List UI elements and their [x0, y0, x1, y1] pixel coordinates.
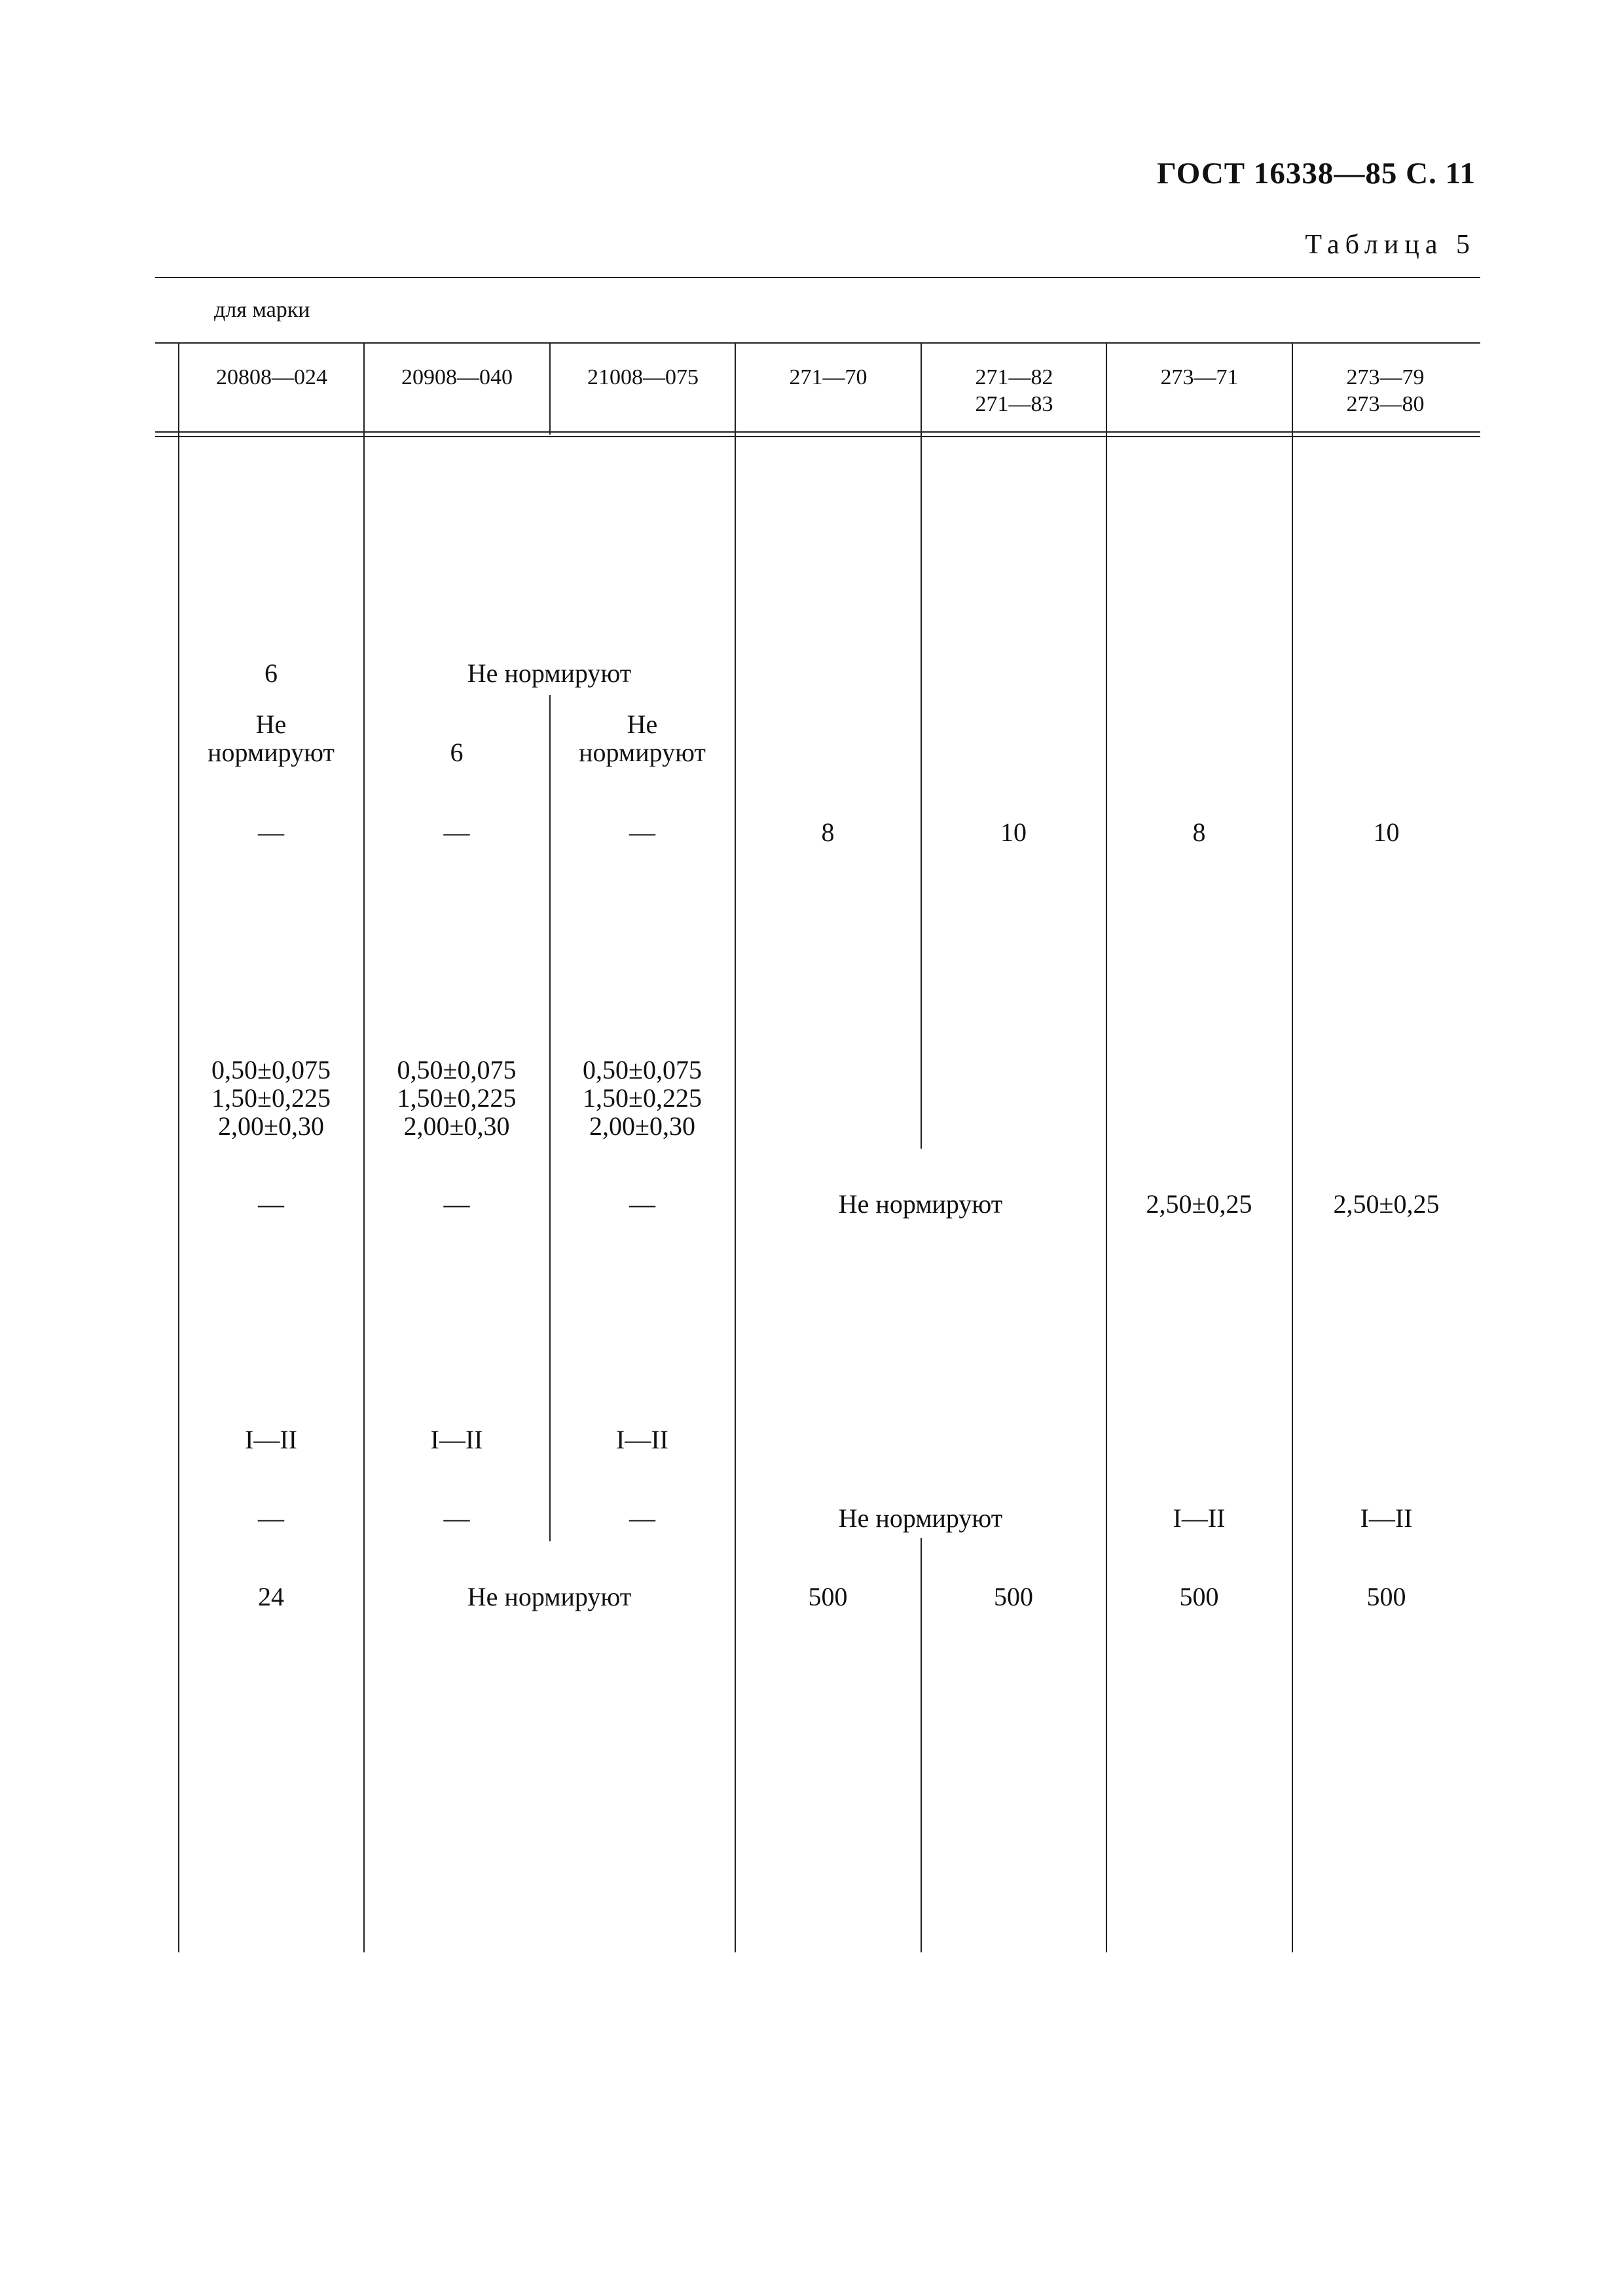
col-divider-4-top	[921, 342, 922, 1149]
column-header-4: 271—70	[789, 365, 867, 389]
table-cell: 0,50±0,075 1,50±0,225 2,00±0,30	[583, 1055, 702, 1141]
table-cell: 24	[258, 1582, 284, 1611]
table-cell: 10	[1373, 817, 1400, 847]
table-caption: для марки	[214, 298, 310, 322]
column-header-6: 273—71	[1160, 365, 1239, 389]
table-cell: —	[443, 817, 470, 847]
table-cell: 500	[1179, 1582, 1219, 1611]
header-double-rule-2	[155, 436, 1480, 437]
table-top-rule	[155, 277, 1480, 278]
column-header-1: 20808—024	[216, 365, 327, 389]
document-header: ГОСТ 16338—85 С. 11	[1156, 156, 1476, 190]
table-cell: Не нормируют	[838, 1503, 1003, 1533]
table-cell: —	[258, 1503, 284, 1533]
table-cell: I—II	[1360, 1503, 1413, 1533]
table-cell: 500	[994, 1582, 1033, 1611]
col-divider-5	[1106, 342, 1107, 1952]
column-header-3: 21008—075	[587, 365, 699, 389]
column-header-2: 20908—040	[401, 365, 513, 389]
table-cell: I—II	[245, 1425, 297, 1454]
table-cell: 0,50±0,075 1,50±0,225 2,00±0,30	[211, 1055, 331, 1141]
table-cell: —	[443, 1189, 470, 1219]
table-cell: —	[258, 1189, 284, 1219]
column-header-5: 271—82 271—83	[975, 365, 1053, 416]
table-cell: 500	[1366, 1582, 1406, 1611]
table-cell: 2,50±0,25	[1333, 1189, 1440, 1219]
caption-rule	[155, 342, 1480, 344]
table-cell: Не нормируют	[467, 1582, 632, 1611]
table-cell: I—II	[430, 1425, 483, 1454]
table-cell: I—II	[1173, 1503, 1226, 1533]
table-cell: —	[629, 817, 655, 847]
col-divider-6	[1292, 342, 1293, 1952]
table-cell: 8	[821, 817, 835, 847]
table-cell: 10	[1000, 817, 1027, 847]
table-cell: 6	[450, 738, 464, 767]
table-cell: —	[443, 1503, 470, 1533]
table-cell: 0,50±0,075 1,50±0,225 2,00±0,30	[397, 1055, 517, 1141]
table-cell: I—II	[616, 1425, 668, 1454]
header-double-rule-1	[155, 431, 1480, 433]
col-divider-0	[178, 342, 179, 1952]
table-cell: Не нормируют	[838, 1189, 1003, 1219]
table-cell: Не нормируют	[208, 709, 335, 767]
table-cell: 500	[808, 1582, 848, 1611]
table-cell: Не нормируют	[579, 709, 706, 767]
table-cell: —	[629, 1503, 655, 1533]
col-divider-3	[735, 342, 736, 1952]
table-cell: 8	[1192, 817, 1206, 847]
table-cell: 6	[264, 658, 278, 688]
table-cell: 2,50±0,25	[1146, 1189, 1252, 1219]
column-header-7: 273—79 273—80	[1346, 365, 1425, 416]
table-cell: —	[629, 1189, 655, 1219]
col-divider-1	[363, 342, 365, 1952]
table-cell: —	[258, 817, 284, 847]
table-title: Таблица 5	[1305, 230, 1476, 260]
table-cell: Не нормируют	[467, 658, 632, 688]
